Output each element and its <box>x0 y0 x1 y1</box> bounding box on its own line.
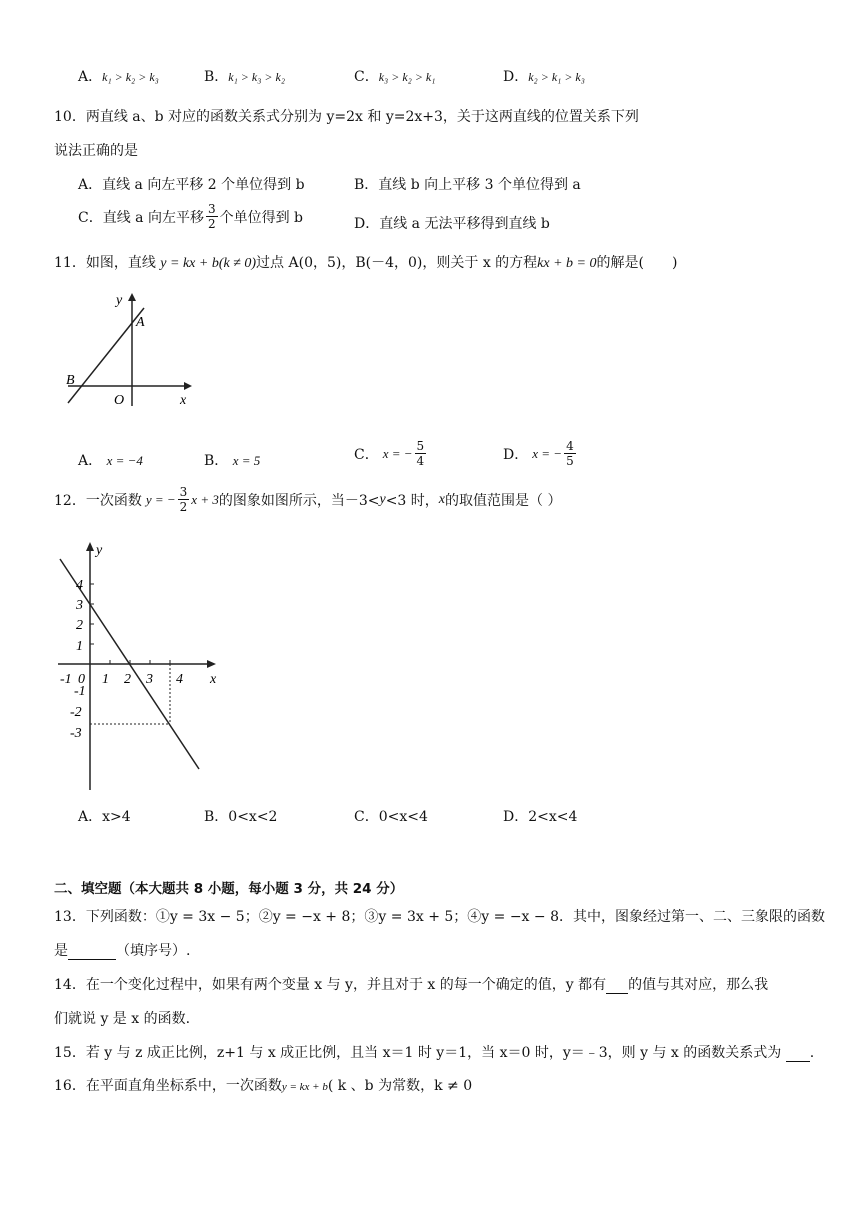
q15-text: 15．若 y 与 z 成正比例，z+1 与 x 成正比例，且当 x＝1 时 y＝1，当 x＝0 时，y＝﹣3，则 y 与 x 的函数关系式为 <box>54 1045 782 1061</box>
q9-option-c-text: k₃ > k₂ > k₁ <box>378 70 436 84</box>
q12-label-x: x <box>210 672 217 687</box>
q13-line1: 13．下列函数：①y = 3x − 5；②y = −x + 8；③y = 3x + 5；④y = −x − 8．其中，图象经过第一、二、三象限的函数 <box>54 909 825 925</box>
q11-post: 的解是( ) <box>596 255 678 271</box>
q9-option-c-letter: C． <box>354 69 379 85</box>
q11-option-a <box>78 450 143 470</box>
q12-x-arrow <box>207 660 216 668</box>
section-2-title: 二、填空题（本大题共 8 小题，每小题 3 分，共 24 分） <box>54 881 404 897</box>
q11-label-o: O <box>114 393 125 408</box>
q12-xlabel-2: 2 <box>124 672 131 687</box>
q11-graph <box>58 288 198 412</box>
q12-pre: 12．一次函数 <box>54 492 142 509</box>
q9-option-d <box>503 66 585 86</box>
q12-ylabel-4: 4 <box>76 578 83 593</box>
q11-label-b: B <box>66 373 75 388</box>
q9-option-b-letter: B． <box>204 69 229 85</box>
q13-answer-blank <box>68 943 116 960</box>
q12-xlabel-4: 4 <box>176 672 183 687</box>
q12-ylabel-neg1: -1 <box>74 684 86 699</box>
q12-option-b: B．0<x<2 <box>204 809 278 825</box>
q11-option-c-num: 5 <box>416 439 425 453</box>
q10-option-c <box>78 203 303 230</box>
q12-ylabel-2: 2 <box>76 618 83 633</box>
q16-line <box>54 1075 472 1095</box>
q11-x-arrow <box>184 382 192 390</box>
q12-xlabel-3: 3 <box>146 672 153 687</box>
q12-xlabel-neg1: -1 <box>60 672 72 687</box>
q11-option-b-letter: B． <box>204 453 229 469</box>
q12-option-a: A．x>4 <box>78 809 131 825</box>
q14-line1 <box>54 974 768 994</box>
q11-option-b-value: x = 5 <box>232 453 261 468</box>
q12-x: x <box>438 491 446 507</box>
q12-ylabel-3: 3 <box>76 598 83 613</box>
q16-pre: 16．在平面直角坐标系中，一次函数 <box>54 1078 282 1094</box>
q11-option-d-pre: x = − <box>532 445 563 461</box>
q9-option-a-text: k₁ > k₂ > k₃ <box>102 70 159 84</box>
q11-option-c <box>354 440 428 467</box>
q10-stem-line1: 10．两直线 a、b 对应的函数关系式分别为 y=2x 和 y=2x+3，关于这两直线的位置关系下列 <box>54 109 639 125</box>
q11-option-d <box>503 440 578 467</box>
q11-stem <box>54 252 677 272</box>
q10-option-c-fraction <box>206 203 218 230</box>
q10-option-c-post: 个单位得到 b <box>219 209 304 226</box>
q9-option-d-letter: D． <box>503 69 529 85</box>
q12-tail: 的取值范围是（ ） <box>445 492 562 509</box>
q12-fraction <box>178 486 190 513</box>
q11-eq: y = kx + b(k ≠ 0) <box>160 256 257 271</box>
q10-option-c-den: 2 <box>207 217 216 231</box>
q11-option-c-fraction <box>415 440 427 467</box>
q12-post: <3 时， <box>385 492 439 509</box>
q12-y-arrow <box>86 542 94 551</box>
q12-xlabel-1: 1 <box>102 672 109 687</box>
q11-option-c-letter: C． <box>354 446 379 463</box>
q9-option-a <box>78 66 159 86</box>
q12-option-c: C．0<x<4 <box>354 809 428 825</box>
q14-line1-pre: 14．在一个变化过程中，如果有两个变量 x 与 y，并且对于 x 的每一个确定的值，y 都有 <box>54 977 607 993</box>
q12-label-y: y <box>96 543 103 558</box>
q10-option-b: B．直线 b 向上平移 3 个单位得到 a <box>354 177 581 193</box>
q9-option-b-text: k₁ > k₃ > k₂ <box>228 70 285 84</box>
q10-option-a: A．直线 a 向左平移 2 个单位得到 b <box>78 177 305 193</box>
q13-line2-pre: 是 <box>54 943 68 959</box>
q12-xlabel-0: 0 <box>78 672 85 687</box>
q10-option-d: D．直线 a 无法平移得到直线 b <box>354 216 550 232</box>
q16-post: ( k 、b 为常数，k ≠ 0 <box>327 1078 473 1094</box>
q12-ylabel-neg2: -2 <box>70 705 82 720</box>
q10-option-c-pre: C．直线 a 向左平移 <box>78 209 204 226</box>
q12-stem <box>54 486 561 513</box>
q10-option-c-num: 3 <box>207 202 216 216</box>
q16-eq: y = kx + b <box>281 1081 328 1093</box>
q12-eq-post: x + 3 <box>191 491 219 507</box>
q15-line <box>54 1042 814 1062</box>
q12-den: 2 <box>179 500 188 514</box>
q9-option-d-text: k₂ > k₁ > k₃ <box>528 70 585 84</box>
q11-y-arrow <box>128 293 136 301</box>
q11-label-a: A <box>136 315 145 330</box>
q11-option-d-den: 5 <box>566 454 574 468</box>
q11-eq2: kx + b = 0 <box>537 256 597 271</box>
q9-option-c <box>354 66 435 86</box>
q12-num: 3 <box>179 485 188 499</box>
q13-line2 <box>54 940 190 960</box>
q12-mid: 的图象如图所示，当－3< <box>218 492 380 509</box>
q10-stem-line2: 说法正确的是 <box>54 143 138 159</box>
q11-pre: 11．如图，直线 <box>54 255 156 271</box>
q12-option-d: D．2<x<4 <box>503 809 578 825</box>
q11-mid: 过点 A(0，5)，B(－4，0)，则关于 x 的方程 <box>256 255 538 271</box>
q9-option-b <box>204 66 285 86</box>
q11-label-x: x <box>180 393 187 408</box>
q12-graph <box>52 538 232 796</box>
q15-end: . <box>809 1045 815 1061</box>
q11-option-b <box>204 450 260 470</box>
q11-option-d-num: 4 <box>566 439 574 453</box>
q15-answer-blank <box>786 1045 810 1062</box>
q11-option-d-letter: D． <box>503 446 529 463</box>
q12-ylabel-1: 1 <box>76 639 83 654</box>
q14-line1-post: 的值与其对应，那么我 <box>628 977 769 993</box>
q11-option-d-fraction <box>564 440 576 467</box>
q12-ylabel-neg3: -3 <box>70 726 82 741</box>
q12-y: y <box>379 491 386 507</box>
q14-line2: 们就说 y 是 x 的函数. <box>54 1011 191 1027</box>
q13-line2-post: （填序号）. <box>116 943 191 959</box>
q14-answer-blank <box>606 977 628 994</box>
q11-option-c-pre: x = − <box>382 445 413 461</box>
q9-option-a-letter: A． <box>78 69 103 85</box>
q11-label-y: y <box>116 293 123 308</box>
q12-eq-pre: y = − <box>145 491 176 507</box>
q11-option-c-den: 4 <box>416 454 425 468</box>
q11-option-a-letter: A． <box>78 453 103 469</box>
q11-option-a-value: x = −4 <box>106 453 143 468</box>
